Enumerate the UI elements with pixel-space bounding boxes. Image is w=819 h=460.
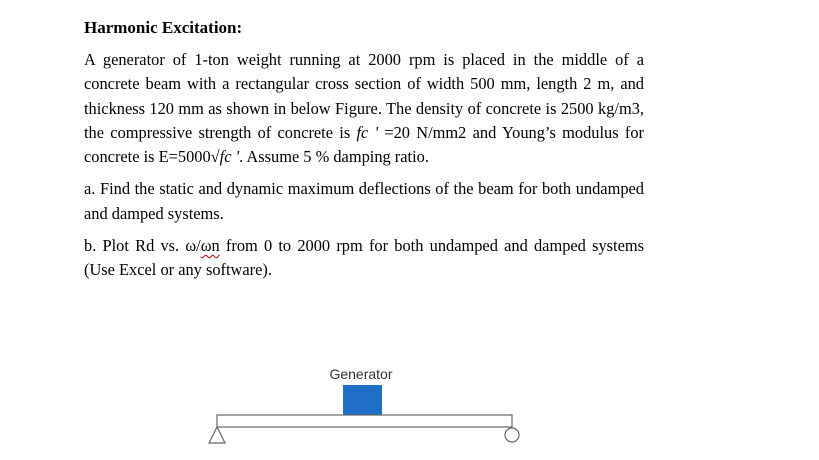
problem-paragraph — [84, 48, 644, 169]
problem-text-2: =20 N/mm2 and Young’s modulus for concrete is E=5000√ — [84, 122, 644, 167]
document-body — [84, 17, 644, 291]
question-b-pre: b. Plot Rd vs. ω/ — [84, 236, 201, 256]
generator-label: Generator — [329, 366, 393, 382]
omega-n-symbol: ωn — [200, 236, 220, 256]
fc-symbol: fc ' — [356, 122, 379, 142]
problem-text-1: A generator of 1-ton weight running at 2000 rpm is placed in the middle of a concrete beam with a rectangular cross section of width 500 mm, length 2 m, and thickness 120 mm as shown in below Figure. The density of concrete is 2500 kg/m3, the compressive strength of concrete is — [84, 50, 644, 142]
problem-text-3: . Assume 5 % damping ratio. — [239, 147, 429, 167]
fc-symbol-2: fc ' — [219, 147, 240, 167]
section-heading: Harmonic Excitation: — [84, 18, 243, 37]
question-a: a. Find the static and dynamic maximum deflections of the beam for both undamped and damped systems. — [84, 179, 644, 223]
concrete-beam — [217, 415, 512, 427]
question-b-post: from 0 to 2000 rpm for both undamped and damped systems (Use Excel or any software). — [84, 236, 644, 280]
generator-block — [343, 385, 382, 415]
pin-support — [209, 427, 225, 443]
roller-support — [505, 428, 519, 442]
question-b — [84, 234, 644, 283]
